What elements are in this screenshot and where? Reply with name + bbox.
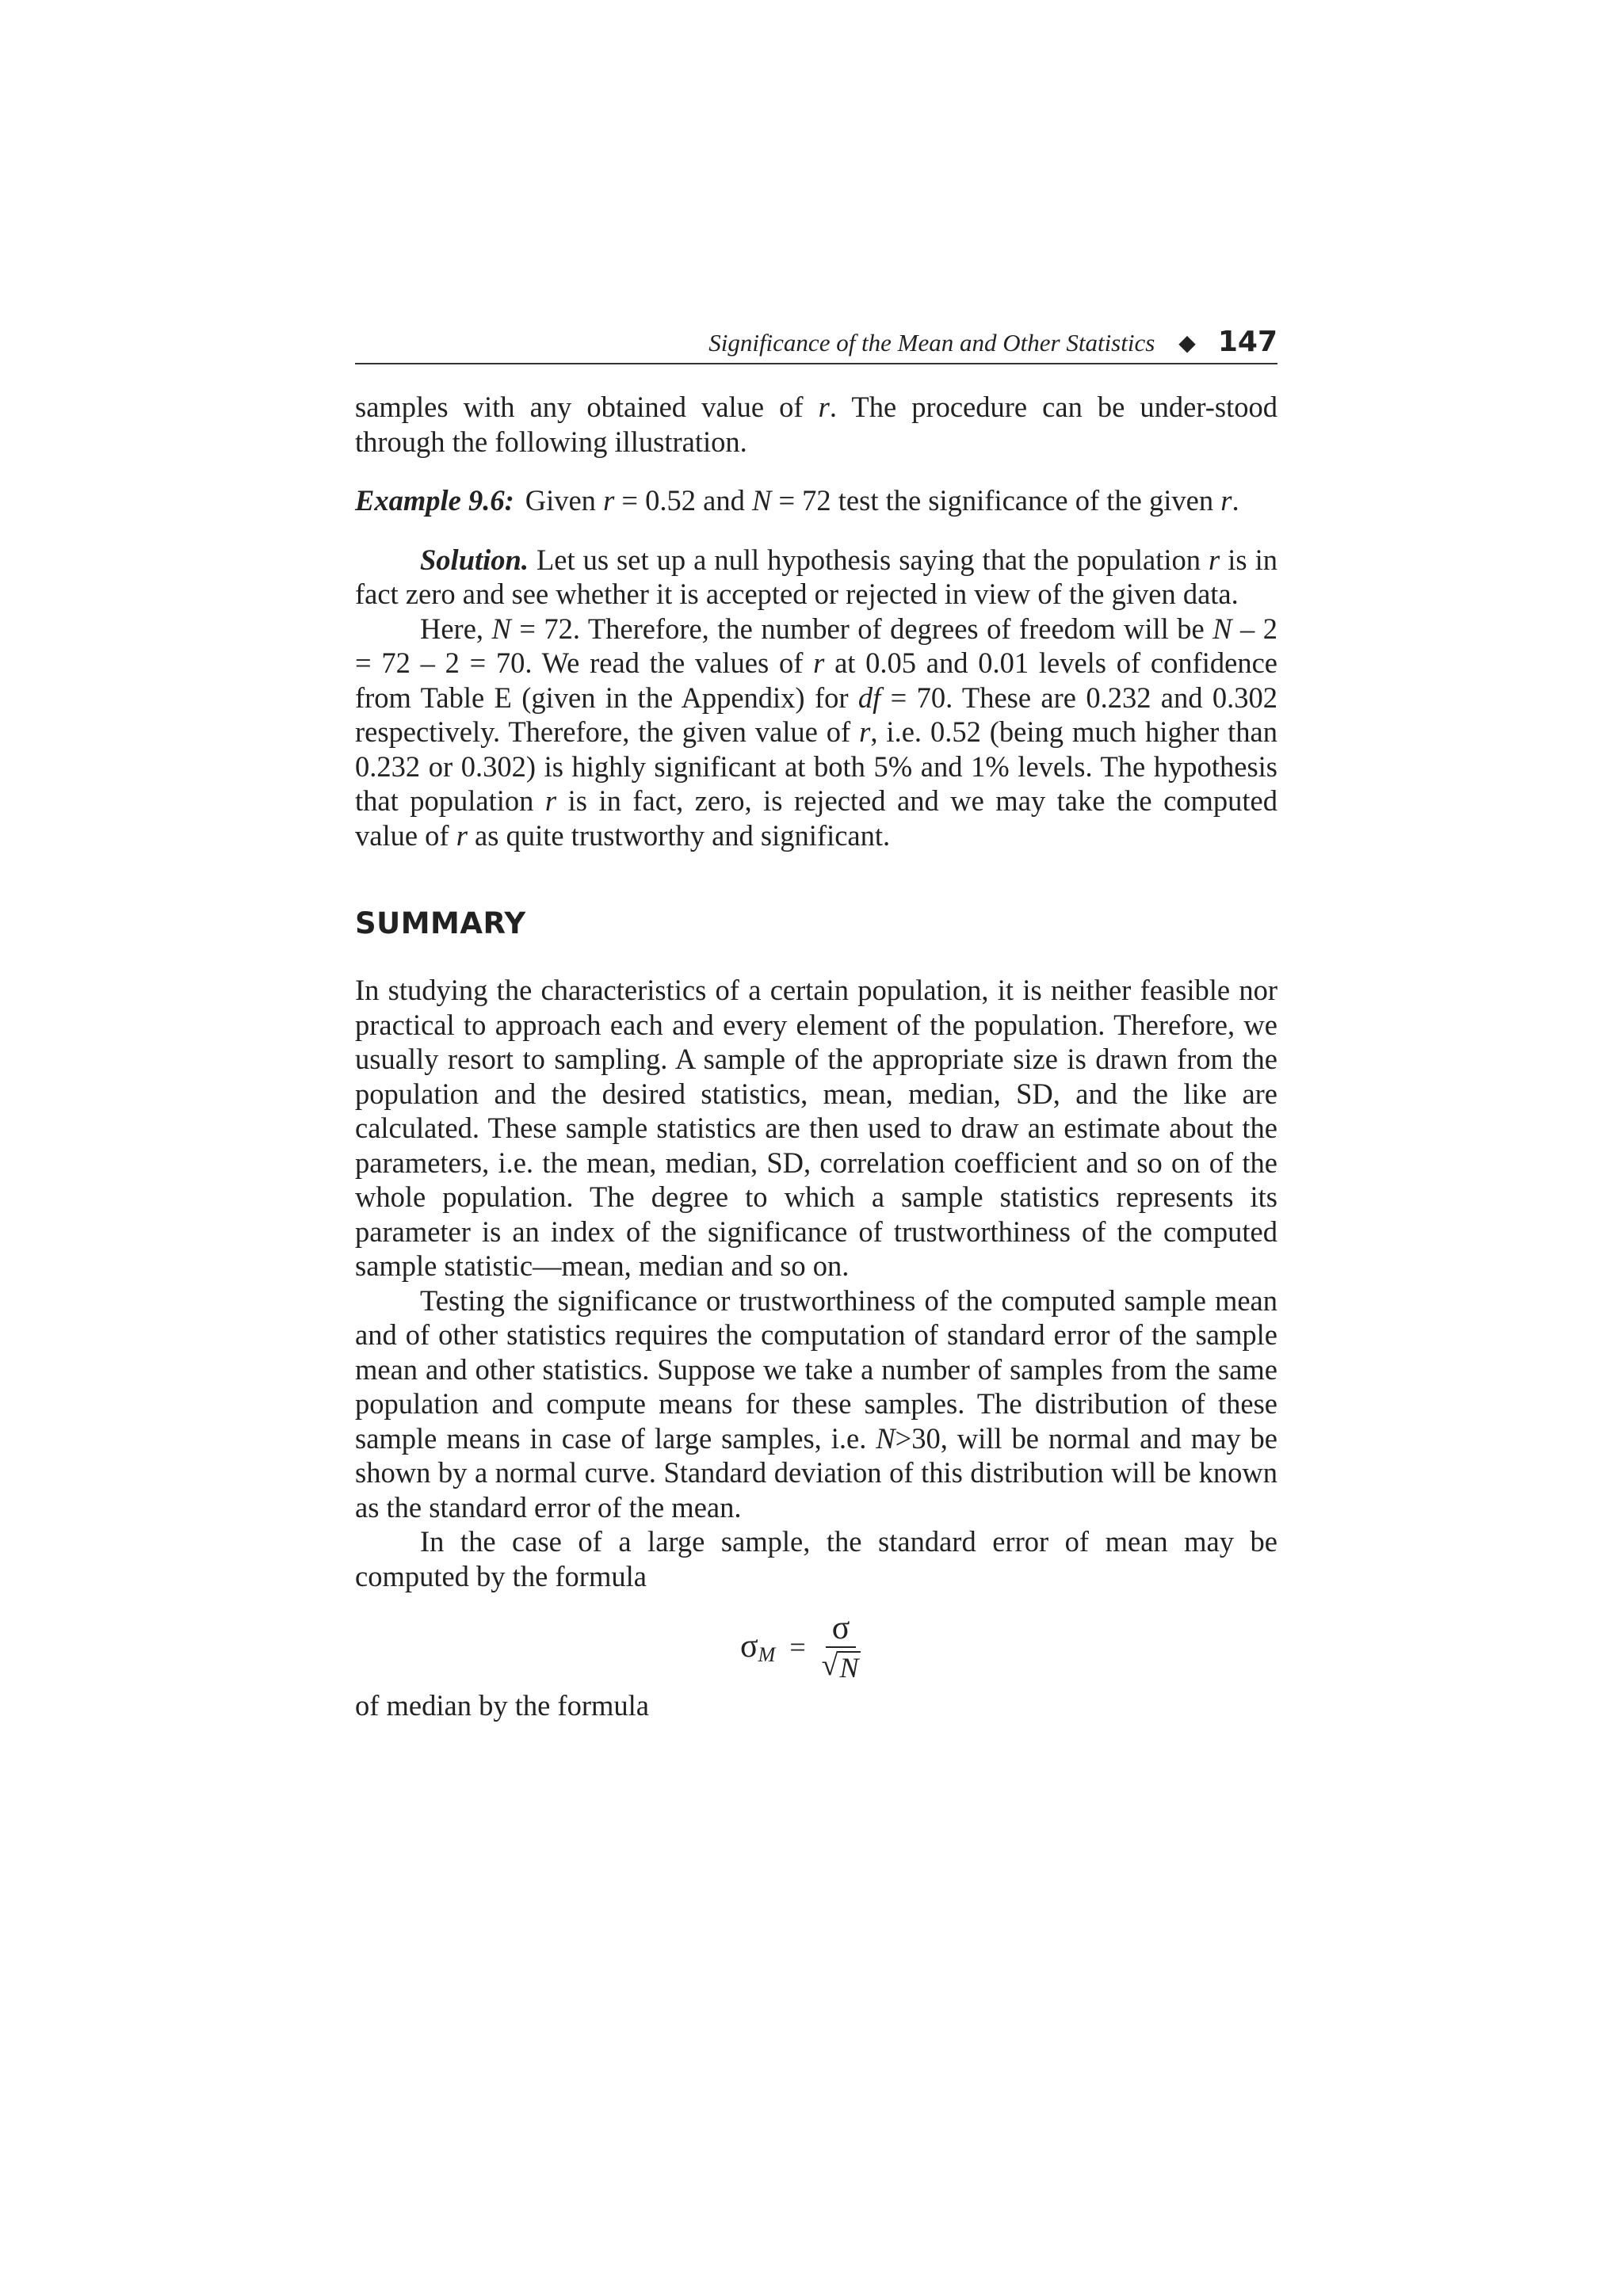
summary-paragraph-1: In studying the characteristics of a certain population, it is neither feasible nor practical to approach each and every element of the population. Therefore, we usually resort to sampling. A sample of the appropriate size is drawn from the population and the desired statistics, mean, median, SD, and the like are calculated. These sample statistics are then used to draw an estimate about the parameters, i.e. the mean, median, SD, correlation coefficient and so on of the whole population. The degree to which a sample statistics represents its parameter is an index of the significance of trustworthiness of the computed sample statistic—mean, median and so on.	[355, 974, 1277, 1282]
formula-lhs: $\sigma_M$	[740, 1628, 776, 1666]
book-page	[355, 323, 1277, 1723]
summary-paragraph-4: of median by the formula	[355, 1689, 649, 1722]
example-label: Example 9.6:	[355, 484, 514, 517]
page-number: 147	[1217, 326, 1277, 358]
running-header	[355, 323, 1277, 364]
square-root-icon: √	[821, 1649, 838, 1682]
intro-paragraph: samples with any obtained value of r. The procedure can be under-stood through the following illustration.	[355, 391, 1278, 458]
formula-equals: =	[789, 1631, 806, 1663]
diamond-separator-icon: ◆	[1178, 330, 1196, 356]
here-paragraph: Here, N = 72. Therefore, the number of degrees of freedom will be N – 2 = 72 – 2 = 70. We read the values of r at 0.05 and 0.01 levels of confidence from Table E (given in the Appendix) for df = 70. These are 0.232 and 0.302 respectively. Therefore, the given value of r, i.e. 0.52 (being much higher than 0.232 or 0.302) is highly significant at both 5% and 1% levels. The hypothesis that population r is in fact, zero, is rejected and we may take the computed value of r as quite trustworthy and significant.	[355, 612, 1277, 852]
summary-heading: SUMMARY	[355, 906, 526, 940]
formula-denominator: √ N	[821, 1649, 859, 1684]
running-title: Significance of the Mean and Other Statistics	[708, 329, 1155, 357]
solution-label: Solution.	[420, 543, 529, 576]
example-paragraph: Example 9.6: Given r = 0.52 and N = 72 test the significance of the given r.	[355, 484, 1239, 517]
solution-paragraph: Solution. Let us set up a null hypothesis saying that the population r is in fact zero and see whether it is accepted or rejected in view of the given data.	[355, 543, 1277, 610]
formula-numerator: σ	[826, 1611, 857, 1648]
summary-paragraph-2: Testing the significance or trustworthiness of the computed sample mean and of other statistics requires the computation of standard error of the sample mean and other statistics. Suppose we take a number of samples from the same population and compute means for these samples. The distribution of these sample means in case of large samples, i.e. N>30, will be normal and may be shown by a normal curve. Standard deviation of this distribution will be known as the standard error of the mean.	[355, 1283, 1277, 1524]
formula-fraction	[822, 1611, 861, 1683]
standard-error-formula	[355, 1611, 1277, 1684]
summary-paragraph-3: In the case of a large sample, the standard error of mean may be computed by the formula	[355, 1525, 1277, 1592]
